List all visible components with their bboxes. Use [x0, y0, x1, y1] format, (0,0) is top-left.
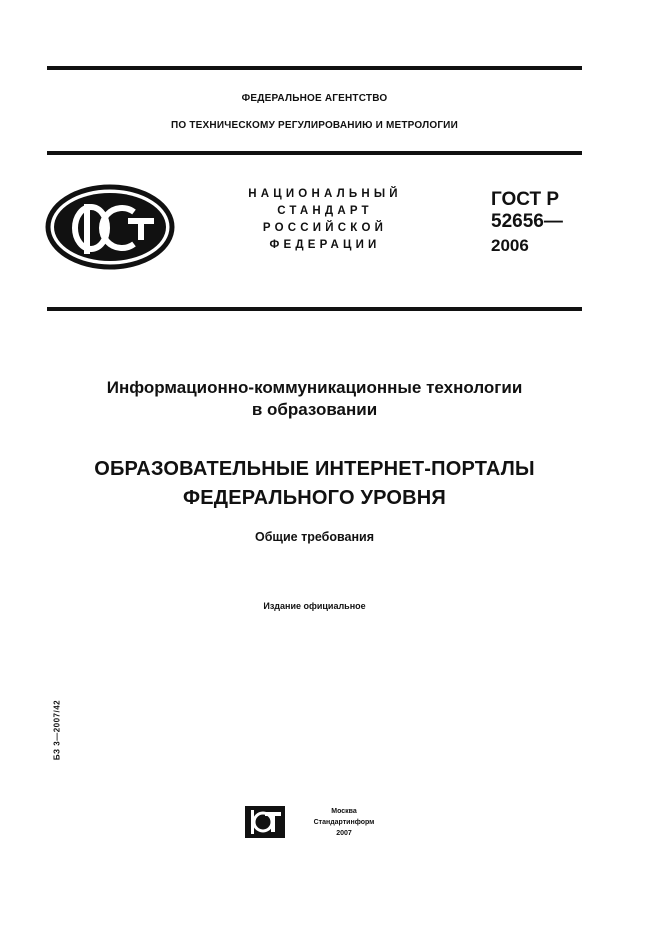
document-subtitle: Общие требования: [254, 530, 374, 544]
rst-logo-icon: [44, 184, 176, 270]
nat-line-4: ФЕДЕРАЦИИ: [269, 239, 381, 251]
main-title-line-1: ОБРАЗОВАТЕЛЬНЫЕ ИНТЕРНЕТ-ПОРТАЛЫ: [94, 458, 535, 480]
gost-year: 2006: [491, 236, 529, 255]
publisher-block: [296, 806, 392, 839]
publisher-name: Стандартинформ: [313, 819, 375, 826]
gost-number: 52656—: [491, 211, 563, 232]
nat-line-3: РОССИЙСКОЙ: [262, 222, 388, 234]
standard-designation: [491, 189, 563, 257]
nat-line-2: СТАНДАРТ: [277, 205, 373, 217]
title-line-2: в образовании: [251, 400, 378, 419]
standartinform-logo-icon: [245, 806, 285, 838]
header-rule: [47, 151, 582, 155]
nat-line-1: НАЦИОНАЛЬНЫЙ: [248, 188, 402, 200]
title-line-1: Информационно-коммуникационные технологии: [106, 378, 523, 397]
agency-line-1: ФЕДЕРАЛЬНОЕ АГЕНТСТВО: [241, 93, 388, 104]
agency-line-2: ПО ТЕХНИЧЕСКОМУ РЕГУЛИРОВАНИЮ И МЕТРОЛОГИИ: [171, 120, 458, 131]
edition-note: Издание официальное: [263, 601, 366, 611]
publisher-city: Москва: [331, 808, 357, 815]
top-rule: [47, 66, 582, 70]
document-title: [47, 377, 582, 421]
main-title-line-2: ФЕДЕРАЛЬНОГО УРОВНЯ: [183, 487, 446, 509]
side-code: БЗ 3—2007/42: [52, 699, 62, 761]
national-standard-label: [225, 186, 425, 254]
gost-code: ГОСТ Р: [491, 189, 560, 210]
document-main-title: [47, 455, 582, 513]
publisher-year: 2007: [336, 830, 352, 837]
logo-rule: [47, 307, 582, 311]
